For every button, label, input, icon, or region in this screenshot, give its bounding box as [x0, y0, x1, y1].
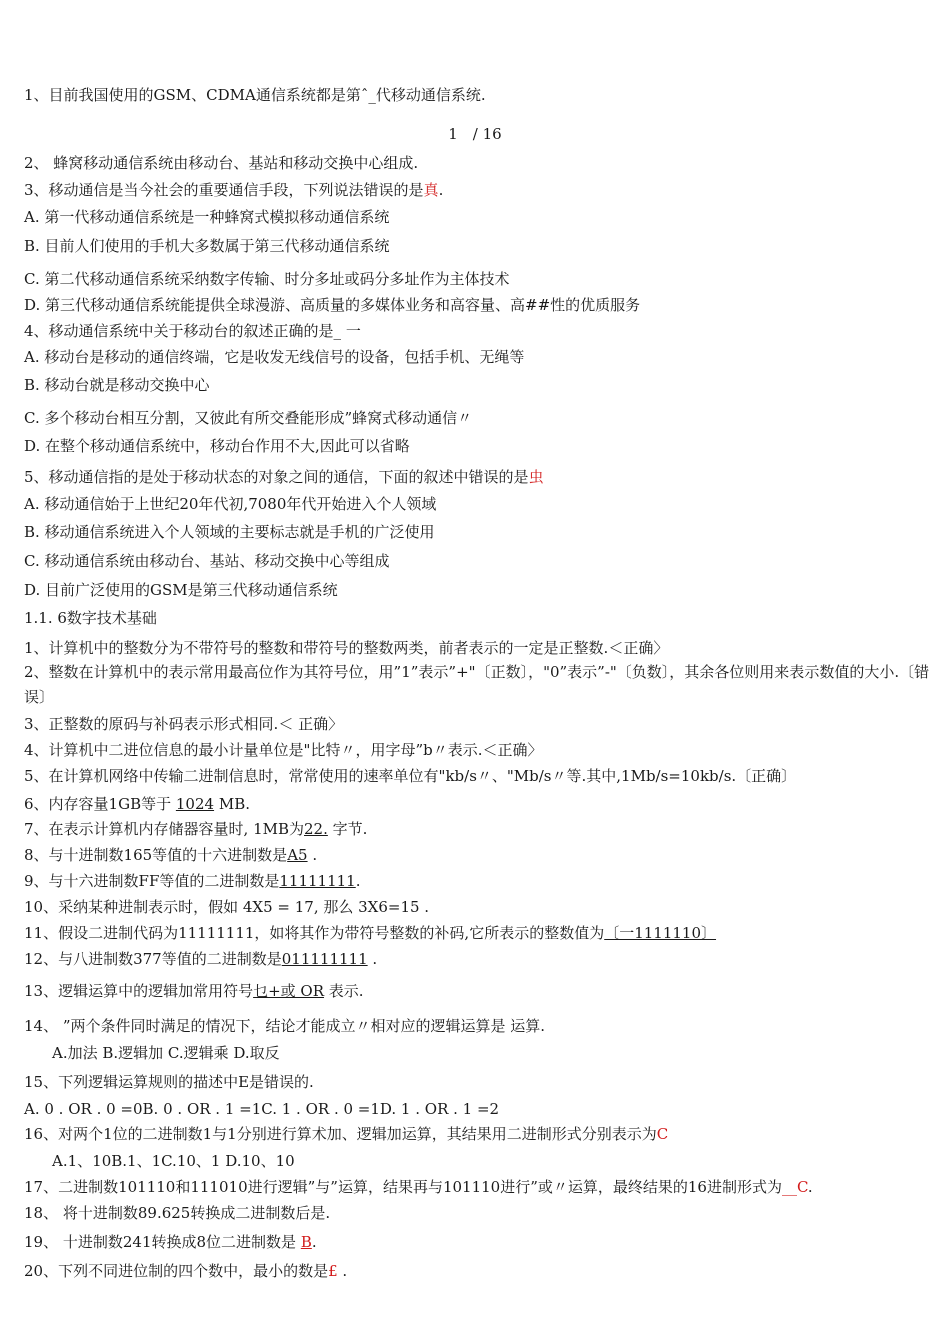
- question-line: 14、 ”两个条件同时满足的情况下，结论才能成立〃相对应的逻辑运算是 运算.: [24, 1017, 546, 1035]
- question-line: 1、计算机中的整数分为不带符号的整数和带符号的整数两类，前者表示的一定是正整数.＜正确〉: [24, 639, 669, 657]
- answer-blank: 1024: [175, 795, 215, 813]
- option-line: B. 移动台就是移动交换中心: [24, 376, 210, 394]
- question-line: 8、与十进制数165等值的十六进制数是A5 .: [24, 846, 318, 864]
- answer-mark: __C: [781, 1178, 808, 1196]
- option-line: A.加法 B.逻辑加 C.逻辑乘 D.取反: [52, 1044, 280, 1062]
- answer-mark: B: [300, 1233, 312, 1251]
- option-line: D. 第三代移动通信系统能提供全球漫游、高质量的多媒体业务和高容量、高##性的优质服务: [24, 296, 641, 314]
- option-line: A. 移动台是移动的通信终端，它是收发无线信号的设备，包括手机、无绳等: [24, 348, 525, 366]
- option-line: A.1、10B.1、1C.10、1 D.10、10: [52, 1152, 295, 1170]
- answer-blank: 〔一1111110〕: [604, 924, 717, 942]
- question-line: 2、整数在计算机中的表示常用最高位作为其符号位，用”1”表示”+"〔正数〕，"0”表示”-"〔负数〕，其余各位则用来表示数值的大小.〔错误〕: [24, 663, 930, 706]
- question-line: 2、 蜂窝移动通信系统由移动台、基站和移动交换中心组成.: [24, 154, 419, 172]
- option-line: B. 目前人们使用的手机大多数属于第三代移动通信系统: [24, 237, 390, 255]
- question-line: 19、 十进制数241转换成8位二进制数是 B.: [24, 1233, 317, 1251]
- question-line: 5、移动通信指的是处于移动状态的对象之间的通信，下面的叙述中错误的是虫: [24, 468, 544, 486]
- question-line: 16、对两个1位的二进制数1与1分别进行算术加、逻辑加运算，其结果用二进制形式分别表示为C: [24, 1125, 669, 1143]
- option-line: C. 多个移动台相互分割，又彼此有所交叠能形成”蜂窝式移动通信〃: [24, 409, 473, 427]
- question-line: 12、与八进制数377等值的二进制数是011111111 .: [24, 950, 378, 968]
- question-line: 18、 将十进制数89.625转换成二进制数后是.: [24, 1204, 331, 1222]
- question-line: 7、在表示计算机内存储器容量时, 1MB为22. 字节.: [24, 820, 368, 838]
- question-line: 17、二进制数101110和111010进行逻辑”与”运算，结果再与101110进行”或〃运算，最终结果的16进制形式为__C.: [24, 1178, 813, 1196]
- page-number: 1 / 16: [448, 125, 502, 143]
- question-line: 11、假设二进制代码为11111111，如将其作为带符号整数的补码,它所表示的整数值为〔一1111110〕: [24, 924, 717, 942]
- question-line: 5、在计算机网络中传输二进制信息时，常常使用的速率单位有"kb/s〃、"Mb/s〃等.其中,1Mb/s=10kb/s.〔正确〕: [24, 767, 797, 785]
- question-line: 6、内存容量1GB等于 1024 MB.: [24, 795, 250, 813]
- option-line: C. 第二代移动通信系统采纳数字传输、时分多址或码分多址作为主体技术: [24, 270, 510, 288]
- section-heading: 1.1. 6数字技术基础: [24, 609, 157, 627]
- answer-blank: 乜+或 OR: [253, 982, 325, 1000]
- answer-blank: A5: [287, 846, 308, 864]
- answer-mark: 真: [423, 181, 439, 199]
- question-line: 9、与十六进制数FF等值的二进制数是11111111.: [24, 872, 361, 890]
- question-line: 15、下列逻辑运算规则的描述中E是错误的.: [24, 1073, 314, 1091]
- option-line: D. 在整个移动通信系统中，移动台作用不大,因此可以省略: [24, 437, 410, 455]
- answer-blank: 011111111: [281, 950, 368, 968]
- option-line: A. 0 . OR . 0 =0B. 0 . OR . 1 =1C. 1 . OR . 0 =1D. 1 . OR . 1 =2: [24, 1100, 500, 1118]
- answer-mark: 虫: [528, 468, 544, 486]
- question-line: 4、移动通信系统中关于移动台的叙述正确的是_ 一: [24, 322, 361, 340]
- question-line: 3、移动通信是当今社会的重要通信手段，下列说法错误的是真.: [24, 181, 444, 199]
- question-line: 4、计算机中二进位信息的最小计量单位是"比特〃，用字母”b〃表示.＜正确〉: [24, 741, 543, 759]
- question-line: 3、正整数的原码与补码表示形式相同.＜ 正确〉: [24, 715, 344, 733]
- question-line: 1、目前我国使用的GSM、CDMA通信系统都是第ˆ_代移动通信系统.: [24, 86, 486, 104]
- option-line: B. 移动通信系统进入个人领域的主要标志就是手机的广泛使用: [24, 523, 435, 541]
- question-line: 20、下列不同进位制的四个数中，最小的数是£ .: [24, 1262, 348, 1280]
- option-line: A. 第一代移动通信系统是一种蜂窝式模拟移动通信系统: [24, 208, 390, 226]
- question-line: 10、采纳某种进制表示时，假如 4X5 = 17, 那么 3X6=15 .: [24, 898, 430, 916]
- option-line: C. 移动通信系统由移动台、基站、移动交换中心等组成: [24, 552, 390, 570]
- question-line: 13、逻辑运算中的逻辑加常用符号乜+或 OR 表示.: [24, 982, 364, 1000]
- answer-blank: 11111111: [279, 872, 356, 890]
- option-line: D. 目前广泛使用的GSM是第三代移动通信系统: [24, 581, 338, 599]
- answer-blank: 22.: [304, 820, 328, 838]
- answer-mark: £: [328, 1262, 338, 1280]
- option-line: A. 移动通信始于上世纪20年代初,7080年代开始进入个人领域: [24, 495, 437, 513]
- answer-mark: C: [656, 1125, 669, 1143]
